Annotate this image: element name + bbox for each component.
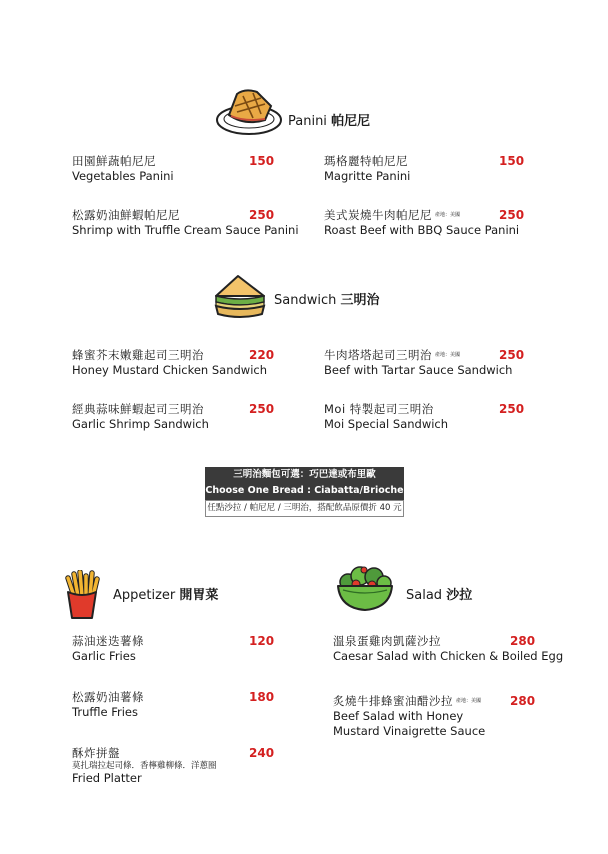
origin-note: 產地：美國 [435, 212, 461, 218]
item-name-zh: 松露奶油薯條 [72, 690, 144, 704]
item-name-en: Garlic Shrimp Sandwich [72, 417, 209, 431]
menu-item [324, 402, 448, 432]
bread-line-en: Choose One Bread : Ciabatta/Brioche [205, 485, 404, 496]
item-name-zh: 田園鮮蔬帕尼尼 [72, 154, 156, 168]
item-name-zh: 瑪格麗特帕尼尼 [324, 154, 408, 168]
appetizer-section-title [113, 584, 218, 603]
sandwich-section-title [274, 289, 380, 308]
item-name-zh: 酥炸拼盤 [72, 746, 120, 760]
sandwich-icon [210, 272, 270, 320]
item-name-zh: 蒜油迷迭薯條 [72, 634, 144, 648]
item-name-en: Caesar Salad with Chicken & Boiled Egg [333, 649, 564, 663]
item-name-en: Moi Special Sandwich [324, 417, 449, 431]
appetizer-title-zh: 開胃菜 [179, 588, 219, 603]
item-price: 250 [499, 348, 525, 362]
item-name-en: Beef Salad with Honey [333, 709, 464, 723]
origin-note: 產地：美國 [435, 352, 461, 358]
item-price: 280 [510, 694, 536, 708]
bread-choice-banner [205, 467, 404, 500]
item-name-en-line2: Mustard Vinaigrette Sauce [333, 724, 486, 738]
item-name-zh: 美式炭燒牛肉帕尼尼 產地：美國 [324, 208, 461, 222]
panini-icon [215, 82, 283, 138]
item-price: 280 [510, 634, 536, 648]
bread-line-zh: 三明治麵包可選：巧巴達或布里歐 [233, 469, 376, 480]
sandwich-title-en: Sandwich [274, 293, 337, 308]
salad-title-en: Salad [406, 588, 443, 603]
combo-discount-note: 任點沙拉 / 帕尼尼 / 三明治，搭配飲品原價折 40 元 [205, 500, 404, 517]
salad-title-zh: 沙拉 [446, 588, 473, 603]
menu-item [324, 208, 519, 238]
item-name-zh: 溫泉蛋雞肉凱薩沙拉 [333, 634, 441, 648]
item-name-zh: 炙燒牛排蜂蜜油醋沙拉 產地：美國 [333, 694, 482, 708]
item-price: 250 [249, 402, 275, 416]
menu-item [72, 690, 144, 720]
menu-item [324, 154, 410, 184]
item-name-en: Roast Beef with BBQ Sauce Panini [324, 223, 520, 237]
item-price: 180 [249, 690, 275, 704]
menu-item [72, 348, 267, 378]
item-name-zh: 牛肉塔塔起司三明治 產地：美國 [324, 348, 461, 362]
panini-section-title [288, 110, 370, 129]
sandwich-title-zh: 三明治 [340, 293, 380, 308]
item-name-en: Beef with Tartar Sauce Sandwich [324, 363, 513, 377]
item-name-zh: 蜂蜜芥末嫩雞起司三明治 [72, 348, 204, 362]
fries-icon [60, 570, 104, 620]
menu-item [72, 746, 217, 786]
item-price: 120 [249, 634, 275, 648]
item-price: 240 [249, 746, 275, 760]
salad-icon [334, 562, 396, 614]
item-price: 150 [499, 154, 525, 168]
menu-item [72, 634, 144, 664]
item-name-zh: Moi 特製起司三明治 [324, 402, 434, 416]
item-description: 莫扎瑞拉起司條．香檸雞柳條．洋蔥圈 [72, 761, 217, 771]
item-price: 250 [249, 208, 275, 222]
menu-item [324, 348, 512, 378]
item-price: 250 [499, 402, 525, 416]
appetizer-title-en: Appetizer [113, 588, 176, 603]
panini-title-zh: 帕尼尼 [331, 114, 371, 129]
item-name-en: Vegetables Panini [72, 169, 174, 183]
origin-note: 產地：美國 [456, 698, 482, 704]
item-price: 150 [249, 154, 275, 168]
menu-item [333, 694, 485, 739]
menu-item [72, 154, 174, 184]
salad-section-title [406, 584, 472, 603]
item-name-en: Magritte Panini [324, 169, 411, 183]
item-name-en: Truffle Fries [72, 705, 138, 719]
item-name-en: Fried Platter [72, 771, 142, 785]
item-price: 220 [249, 348, 275, 362]
panini-title-en: Panini [288, 114, 327, 129]
item-name-en: Honey Mustard Chicken Sandwich [72, 363, 268, 377]
menu-item [72, 402, 209, 432]
item-price: 250 [499, 208, 525, 222]
item-name-zh: 松露奶油鮮蝦帕尼尼 [72, 208, 180, 222]
item-name-zh: 經典蒜味鮮蝦起司三明治 [72, 402, 204, 416]
item-name-en: Shrimp with Truffle Cream Sauce Panini [72, 223, 299, 237]
item-name-en: Garlic Fries [72, 649, 136, 663]
